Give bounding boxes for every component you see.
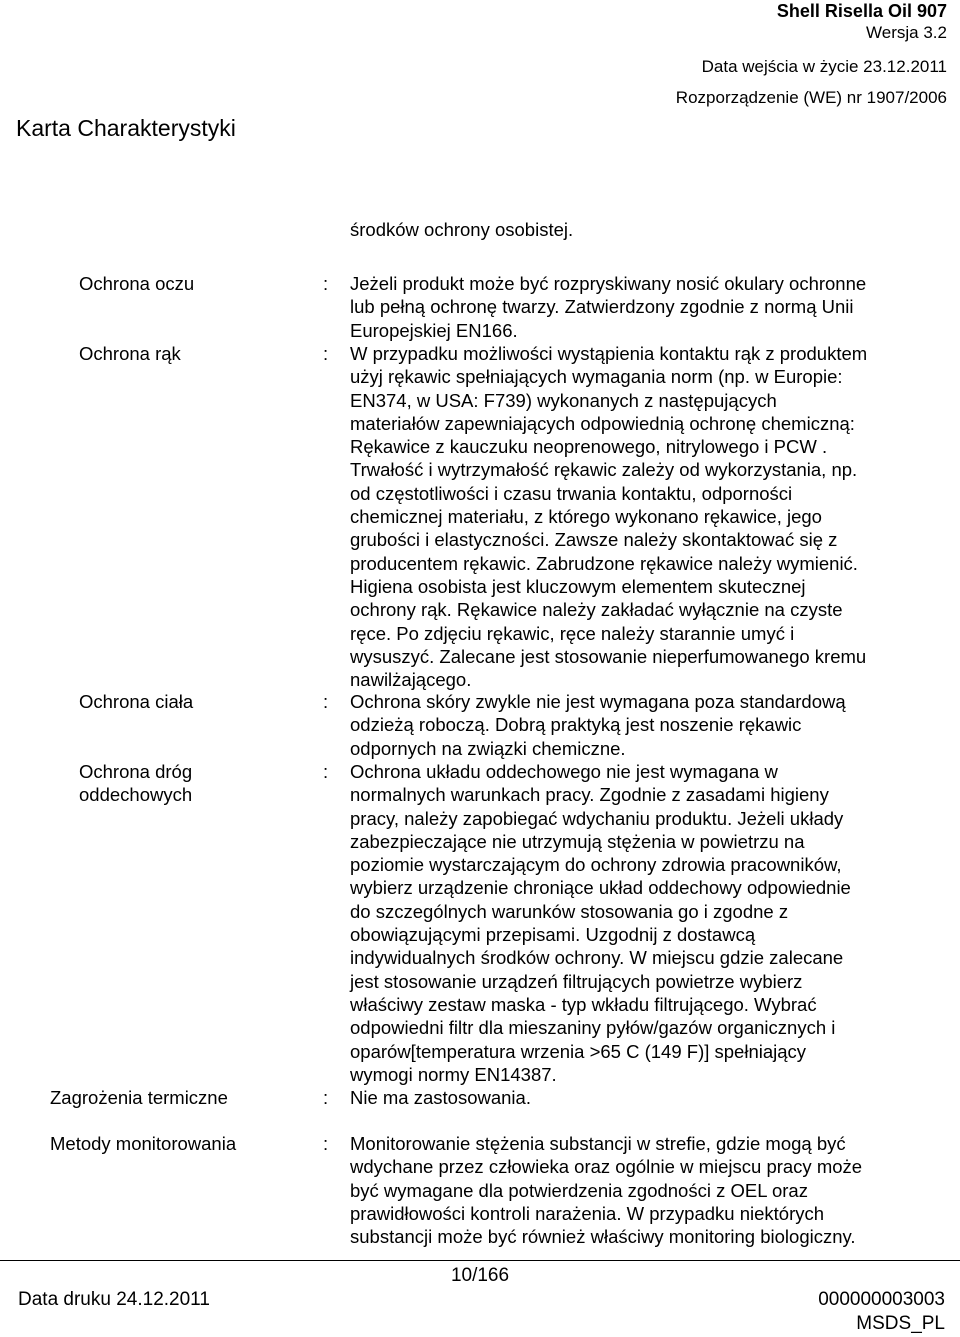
print-date: Data druku 24.12.2011 bbox=[18, 1289, 210, 1310]
respiratory-protection-label: Ochrona dróg oddechowych bbox=[79, 761, 193, 806]
footer-divider bbox=[0, 1260, 960, 1261]
eye-protection-label: Ochrona oczu bbox=[79, 273, 195, 294]
hand-protection-colon: : bbox=[323, 343, 329, 364]
document-code: MSDS_PL bbox=[856, 1313, 945, 1334]
document-title: Karta Charakterystyki bbox=[16, 115, 236, 141]
hand-protection-text: W przypadku możliwości wystąpienia kontaktu rąk z produktem użyj rękawic spełniających wymagania norm (np. w Europie: EN374, w USA: F739) wykonanych z następujących materiałów zapewniających odpowiednią ochronę chemiczną: Rękawice z kauczuku neoprenowego, nitrylowego i PCW . Trwałość i wytrzymałość rękawic zależy od wykorzystania, np. od częstotliwości i czasu trwania kontaktu, odporności chemicznej materiału, z którego wykonano rękawice, jego grubości i elastyczności. Zawsze należy skontaktować się z producentem rękawic. Zabrudzone rękawice należy wymienić. Higiena osobista jest kluczowym elementem skutecznej ochrony rąk. Rękawice należy zakładać wyłącznie na czyste ręce. Po zdjęciu rękawic, ręce należy starannie umyć i wysuszyć. Zalecane jest stosowanie nieperfumowanego kremu nawilżającego. bbox=[350, 343, 868, 691]
thermal-hazards-label: Zagrożenia termiczne bbox=[50, 1087, 228, 1108]
monitoring-methods-label: Metody monitorowania bbox=[50, 1133, 237, 1154]
body-protection-colon: : bbox=[323, 691, 329, 712]
hand-protection-label: Ochrona rąk bbox=[79, 343, 181, 364]
eye-protection-text: Jeżeli produkt może być rozpryskiwany nosić okulary ochronne lub pełną ochronę twarzy. Zatwierdzony zgodnie z normą Unii Europejskiej EN166. bbox=[350, 273, 867, 341]
page-number: 10/166 bbox=[450, 1265, 510, 1286]
thermal-hazards-colon: : bbox=[323, 1087, 329, 1108]
product-name: Shell Risella Oil 907 bbox=[776, 1, 947, 21]
body-protection-label: Ochrona ciała bbox=[79, 691, 194, 712]
body-protection-text: Ochrona skóry zwykle nie jest wymagana poza standardową odzieżą roboczą. Dobrą praktyką jest noszenie rękawic odpornych na związki chemiczne. bbox=[350, 691, 846, 759]
respiratory-protection-colon: : bbox=[323, 761, 329, 782]
version-label: Wersja 3.2 bbox=[866, 23, 947, 42]
effective-date: Data wejścia w życie 23.12.2011 bbox=[701, 57, 947, 76]
monitoring-methods-text: Monitorowanie stężenia substancji w strefie, gdzie mogą być wdychane przez człowieka oraz ogólnie w miejscu pracy może być wymagane dla potwierdzenia zgodności z OEL oraz prawidłowości kontroli narażenia. W przypadku niektórych substancji może być również właściwy monitoring biologiczny. bbox=[350, 1133, 863, 1248]
regulation-reference: Rozporządzenie (WE) nr 1907/2006 bbox=[675, 88, 947, 107]
respiratory-protection-text: Ochrona układu oddechowego nie jest wymagana w normalnych warunkach pracy. Zgodnie z zasadami higieny pracy, należy zapobiegać wdychaniu produktu. Jeżeli układy zabezpieczające nie utrzymują stężenia w powietrzu na poziomie wystarczającym do ochrony zdrowia pracowników, wybierz urządzenie chroniące układ oddechowy odpowiednie do szczególnych warunków stosowania go i zgodne z obowiązującymi przepisami. Uzgodnij z dostawcą indywidualnych środków ochrony. W miejscu gdzie zalecane jest stosowanie urządzeń filtrujących powietrze wybierz właściwy zestaw maska - typ wkładu filtrującego. Wybrać odpowiedni filtr dla mieszaniny pyłów/gazów organicznych i oparów[temperatura wrzenia >65 C (149 F)] spełniający wymogi normy EN14387. bbox=[350, 761, 851, 1085]
thermal-hazards-text: Nie ma zastosowania. bbox=[350, 1087, 531, 1108]
document-number: 000000003003 bbox=[818, 1289, 945, 1310]
monitoring-methods-colon: : bbox=[323, 1133, 329, 1154]
continuation-text: środków ochrony osobistej. bbox=[350, 219, 574, 240]
eye-protection-colon: : bbox=[323, 273, 329, 294]
